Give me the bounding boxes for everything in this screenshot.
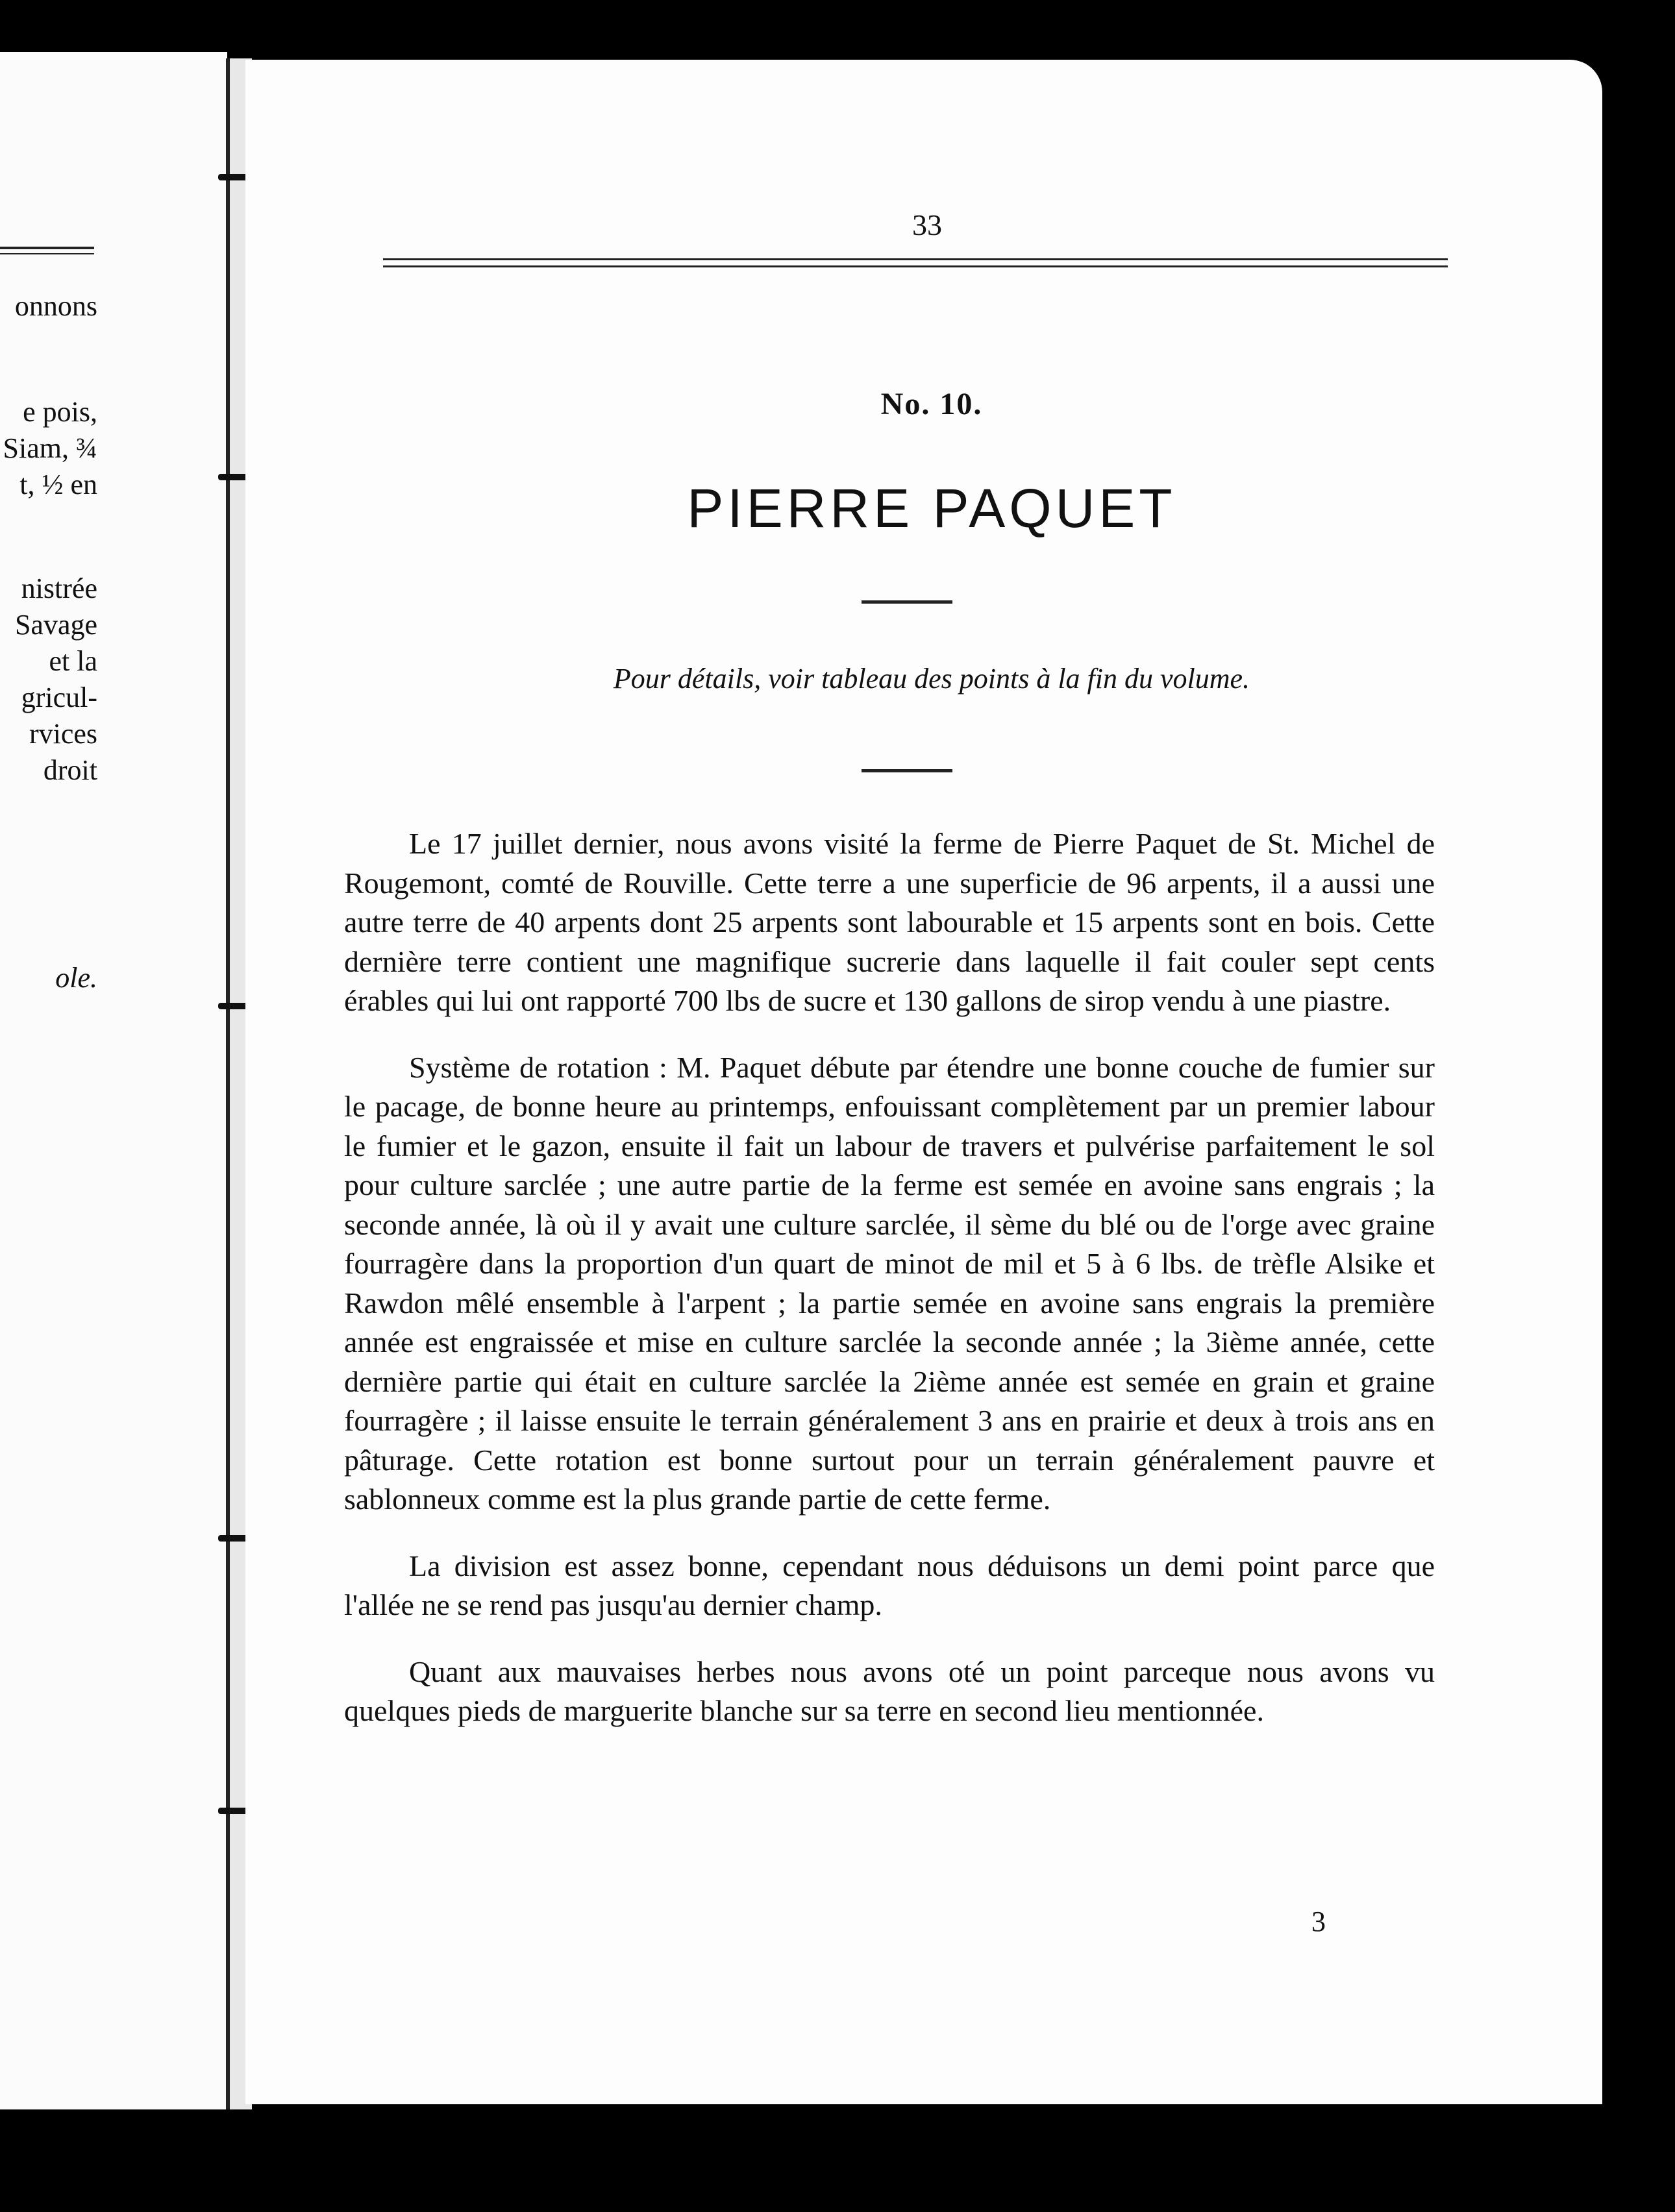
paragraph: Quant aux mauvaises herbes nous avons oté un point parceque nous avons vu quelques pieds de marguerite blanche sur sa terre en second lieu mentionnée. [344, 1654, 1435, 1727]
article-subtitle: Pour détails, voir tableau des points à la fin du volume. [613, 663, 1250, 694]
paragraph: La division est assez bonne, cependant nous déduisons un demi point parce que l'allée ne se rend pas jusqu'au dernier champ. [344, 1549, 1435, 1621]
title-separator [862, 600, 952, 604]
previous-page-line: nistrée [21, 572, 97, 604]
previous-page [0, 52, 227, 2109]
paragraph: Système de rotation : M. Paquet débute par étendre une bonne couche de fumier sur le pacage, de bonne heure au printemps, enfouissant complètement par un premier labour le fumier et le gazon, ensuite il fait un labour de travers et pulvérise parfaitement le sol pour culture sarclée ; une autre partie de la ferme est semée en avoine sans engrais ; la seconde année, là où il y avait une culture sarclée, il sème du blé ou de l'orge avec graine fourragère dans la proportion d'un quart de minot de mil et 5 à 6 lbs. de trèfle Alsike et Rawdon mêlé ensemble à l'arpent ; la partie semée en avoine sans engrais la première année est engraissée et mise en culture sarclée la seconde année ; la 3ième année, cette dernière partie qui était en culture sarclée la 2ième année est semée en grain et graine fourragère ; il laisse ensuite le terrain généralement 3 ans en prairie et deux à trois ans en pâturage. Cette rotation est bonne surtout pour un terrain généralement pauvre et sablonneux comme est la plus grande partie de cette ferme. [344, 1050, 1435, 1516]
previous-page-line: e pois, [23, 396, 97, 428]
previous-page-line: ole. [55, 962, 97, 994]
previous-page-line: Siam, ¾ [3, 432, 97, 464]
previous-page-line: droit [43, 754, 97, 786]
article-title: PIERRE PAQUET [687, 478, 1176, 539]
previous-page-rule [0, 247, 94, 254]
signature-mark: 3 [1311, 1906, 1326, 1937]
previous-page-line: et la [49, 645, 97, 677]
header-rule [383, 258, 1448, 267]
article-number: No. 10. [880, 387, 983, 421]
previous-page-line: t, ½ en [19, 469, 97, 500]
previous-page-line: onnons [14, 290, 97, 322]
article-body [344, 824, 1435, 1758]
subtitle-separator [862, 769, 952, 772]
previous-page-line: Savage [14, 609, 97, 641]
previous-page-line: rvices [29, 718, 97, 750]
paragraph: Le 17 juillet dernier, nous avons visité la ferme de Pierre Paquet de St. Michel de Rougemont, comté de Rouville. Cette terre a une superficie de 96 arpents, il a aussi une autre terre de 40 arpents dont 25 arpents sont labourable et 15 arpents sont en bois. Cette dernière terre contient une magnifique sucrerie dans laquelle il fait couler sept cents érables qui lui ont rapporté 700 lbs de sucre et 130 gallons de sirop vendu à une piastre. [344, 827, 1435, 1017]
page-number: 33 [912, 208, 942, 241]
previous-page-line: gricul- [21, 682, 97, 713]
